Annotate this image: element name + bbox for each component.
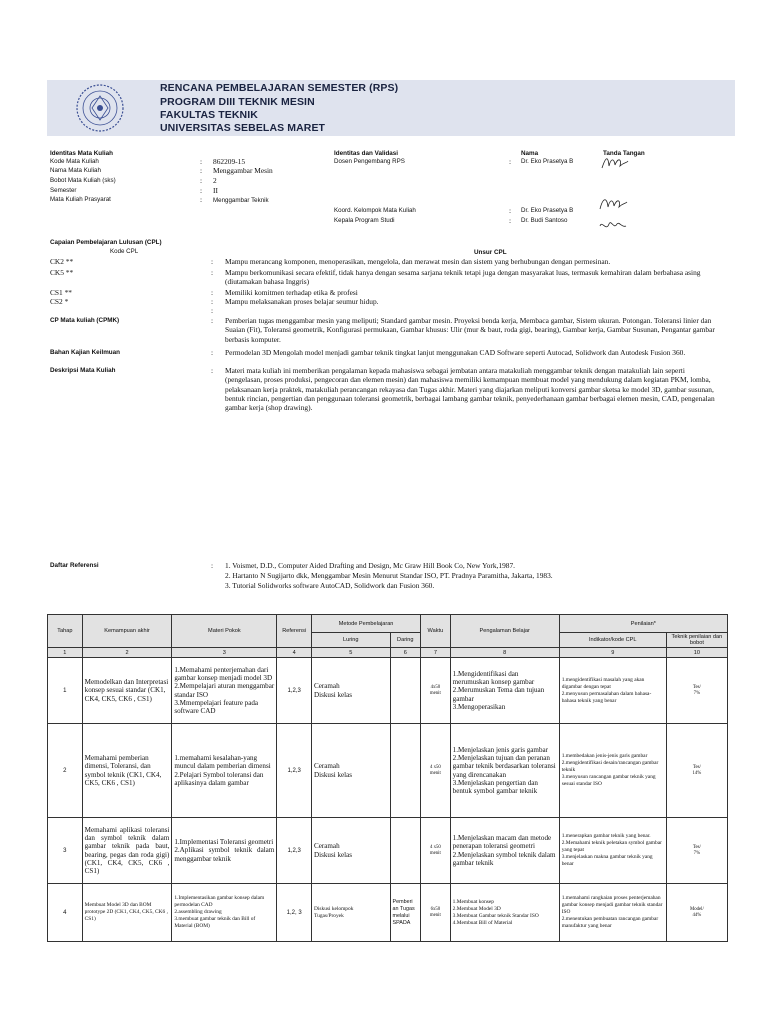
header-line-3: FAKULTAS TEKNIK xyxy=(160,109,258,121)
indikator-item: 1.membedakan jenis-jenis garis gambar xyxy=(561,753,648,759)
koord-kelompok-label: Koord. Kelompok Mata Kuliah xyxy=(334,207,416,214)
semester-value: II xyxy=(213,186,218,195)
referensi-cell: 1,2,3 xyxy=(277,724,312,818)
pengalaman-item: 1.Mengidentifikasi dan merumuskan konsep gambar xyxy=(452,669,535,687)
referensi-item: 3. Tutorial Solidworks software AutoCAD, Solidwork dan Fusion 360. xyxy=(225,581,435,590)
colon: : xyxy=(200,166,203,175)
rps-table xyxy=(47,614,728,942)
colon: : xyxy=(211,348,214,357)
column-number: 6 xyxy=(390,648,421,658)
column-number: 8 xyxy=(450,648,559,658)
nama-heading: Nama xyxy=(521,150,539,157)
kode-cpl-heading: Kode CPL xyxy=(110,248,139,255)
colon: : xyxy=(200,176,203,185)
column-number: 5 xyxy=(312,648,390,658)
header-teknik: Teknik penilaian dan bobot xyxy=(666,633,727,648)
header-waktu: Waktu xyxy=(421,615,451,648)
cpmk-label: CP Mata kuliah (CPMK) xyxy=(50,317,120,324)
cpl-text: Mampu merancang komponen, menoperasikan, mengelola, dan merawat mesin dan sistem yang berhubungan dengan permesinan. xyxy=(225,257,611,266)
deskripsi-label: Deskripsi Mata Kuliah xyxy=(50,367,116,374)
colon: : xyxy=(211,306,214,315)
kepala-prodi-name: Dr. Budi Santoso xyxy=(521,217,568,224)
materi-item: 2.Mempelajari aturan menggambar standar ISO xyxy=(174,682,275,699)
colon: : xyxy=(211,268,214,277)
indikator-cell xyxy=(559,884,666,942)
materi-item: 2.Pelajari Symbol toleransi dan aplikasinya dalam gambar xyxy=(174,770,264,787)
materi-item: 1.memahami kesalahan-yang muncul dalam pemberian dimensi xyxy=(174,754,271,771)
colon: : xyxy=(211,316,214,325)
colon: : xyxy=(200,157,203,166)
cpl-text: Mampu berkomunikasi secara efektif, tidak hanya dengan sesama sarjana teknik tetapi juga dengan masyarakat luas, termasuk kemahiran dalam berbahasa asing (diutamakan bahasa Inggris) xyxy=(225,268,701,287)
indikator-item: 3.menjelaskan makna gambar teknik yang benar xyxy=(561,854,653,867)
signature-icon xyxy=(598,216,628,234)
materi-item: 2.assembling drawing xyxy=(174,909,222,915)
cpmk-text: Pemberian tugas menggambar mesin yang meliputi; Standard gambar mesin. Proyeksi benda kerja, Membaca gambar, Sistem ukuran. Potongan. Toleransi linier dan Suaian (Fit), Toleransi geometrik, Konfigurasi permukaan, Gambar khusus: Ulir (mur & baut, roda gigi, bearing), Gambar kerja, Gambar Susunan, Pengantar gambar berbasis komputer. xyxy=(225,316,715,344)
header-daring: Daring xyxy=(390,633,421,648)
table-row xyxy=(48,884,728,942)
column-number: 2 xyxy=(82,648,172,658)
waktu-cell: 4 x50 menit xyxy=(421,818,451,884)
unsur-cpl-heading: Unsur CPL xyxy=(474,249,507,256)
bahan-kajian-text: Permodelan 3D Mengolah model menjadi gambar teknik tingkat lanjut menggunakan CAD Software seperti Autocad, Solidwork dan Autodesk Fusion 360. xyxy=(225,348,686,357)
daring-cell xyxy=(390,724,421,818)
pengalaman-cell xyxy=(450,818,559,884)
header-kemampuan: Kemampuan akhir xyxy=(82,615,172,648)
colon: : xyxy=(509,157,512,166)
referensi-item: 1. Voismet, D.D., Computer Aided Drafting and Design, Mc Graw Hill Book Co, New York,1987. xyxy=(225,561,515,570)
column-number: 7 xyxy=(421,648,451,658)
pengalaman-item: 1.Menjelaskan jenis garis gambar xyxy=(452,745,548,754)
validasi-heading: Identitas dan Validasi xyxy=(334,150,399,157)
colon: : xyxy=(200,195,203,204)
tahap-cell: 4 xyxy=(48,884,83,942)
indikator-item: 2.menyusun permasalahan dalam bahasa-bahasa teknik yang benar xyxy=(561,690,652,704)
kemampuan-cell: Memahami aplikasi toleransi dan symbol teknik dalam gambar teknik pada baut, bearing, pegas dan roda gigi) (CK1, CK4, CK5, CK6 , CS1) xyxy=(82,818,172,884)
materi-item: 1.Implementasikan gambar konsep dalam permodelan CAD xyxy=(174,895,265,908)
colon: : xyxy=(211,257,214,266)
referensi-item: 2. Hartanto N Sugijarto dkk, Menggambar Mesin Menurut Standar ISO, PT. Pradnya Paramitha, Jakarta, 1983. xyxy=(225,571,553,580)
tahap-cell: 1 xyxy=(48,658,83,724)
materi-cell xyxy=(172,884,277,942)
indikator-cell xyxy=(559,658,666,724)
referensi-label: Daftar Referensi xyxy=(50,562,99,569)
materi-item: 2.Aplikasi symbol teknik dalam menggambar teknik xyxy=(174,846,275,863)
kepala-prodi-label: Kepala Program Studi xyxy=(334,217,395,224)
deskripsi-text: Materi mata kuliah ini memberikan pengalaman kepada mahasiswa sebagai jembatan antara matakuliah menggambar teknik dengan matakuliah lain seperti (pengelasan, proses produksi, pengecoran dan elemen mesin) dan mahasiswa memiliki kemampuan membuat model yang mendukung dalam kegiatan PKM, lomba, pelaksanaan kerja praktek, matakuliah perancangan rekayasa dan Tugas akhir. Materi yang diajarkan meliputi konversi gambar sketsa ke model 3D, gambar susunan, bentuk rincian, pengertian dan penggunaan toleransi geometrik, berbagai lambang gambar teknik, penyederhanaan gambar berbagai elemen mesin, CAD, pengenalan gambar kerja (shop drawing). xyxy=(225,366,715,413)
kode-mk-value: 862209-15 xyxy=(213,157,246,166)
pengalaman-cell xyxy=(450,884,559,942)
teknik-cell: Model/ 44% xyxy=(666,884,727,942)
indikator-item: 1.mengidentifikasi masalah yang akan digambar dengan tepat xyxy=(561,676,645,690)
header-luring: Luring xyxy=(312,633,390,648)
luring-cell: Ceramah Diskusi kelas xyxy=(312,818,390,884)
indikator-item: 2.menentukan pembuatan rancangan gambar manufaktur yang benar xyxy=(561,916,659,929)
cpl-text: Mampu melaksanakan proses belajar seumur hidup. xyxy=(225,297,379,306)
cpl-code: CK5 ** xyxy=(50,268,74,277)
materi-cell xyxy=(172,724,277,818)
tanda-tangan-heading: Tanda Tangan xyxy=(603,150,645,157)
identitas-label-nama: Nama Mata Kuliah xyxy=(50,167,101,174)
cpl-heading: Capaian Pembelajaran Lulusan (CPL) xyxy=(50,239,162,246)
indikator-cell xyxy=(559,724,666,818)
column-number: 10 xyxy=(666,648,727,658)
identitas-label-kode: Kode Mata Kuliah xyxy=(50,158,99,165)
dosen-pengembang-name: Dr. Eko Prasetya B xyxy=(521,158,574,165)
indikator-item: 2.Memahami teknik peletakan symbol gambar yang tepat xyxy=(561,840,662,853)
luring-cell: Ceramah Diskusi kelas xyxy=(312,724,390,818)
colon: : xyxy=(211,561,214,570)
nama-mk-value: Menggambar Mesin xyxy=(213,166,273,175)
koord-kelompok-name: Dr. Eko Prasetya B xyxy=(521,207,574,214)
signature-icon xyxy=(600,154,630,172)
pengalaman-cell xyxy=(450,724,559,818)
indikator-item: 3.menyusun rancangan gambar teknik yang sesuai standar ISO xyxy=(561,774,656,787)
teknik-cell: Tes/ 7% xyxy=(666,658,727,724)
colon: : xyxy=(211,366,214,375)
header-tahap: Tahap xyxy=(48,615,83,648)
column-number: 9 xyxy=(559,648,666,658)
colon: : xyxy=(509,216,512,225)
materi-item: 1.Memahami penterjemahan dari gambar konsep menjadi model 3D xyxy=(174,665,273,683)
pengalaman-item: 2.Menjelaskan tujuan dan peranan gambar teknik berdasarkan toleransi yang direncanakan xyxy=(452,754,556,779)
materi-item: 3.Mmempelajari feature pada software CAD xyxy=(174,698,259,715)
header-referensi: Referensi xyxy=(277,615,312,648)
indikator-item: 1.menerapkan gambar teknik yang benar. xyxy=(561,833,651,839)
column-number: 4 xyxy=(277,648,312,658)
pengalaman-item: 2.Menjelaskan symbol teknik dalam gambar teknik xyxy=(452,850,556,867)
cpl-code: CS2 * xyxy=(50,297,69,306)
header-line-2: PROGRAM DIII TEKNIK MESIN xyxy=(160,96,315,108)
pengalaman-item: 3.Mengoperasikan xyxy=(452,702,506,711)
waktu-cell: 4x50 menit xyxy=(421,658,451,724)
tahap-cell: 2 xyxy=(48,724,83,818)
bobot-value: 2 xyxy=(213,176,217,185)
cpl-code: CK2 ** xyxy=(50,257,74,266)
header-indikator: Indikator/kode CPL xyxy=(559,633,666,648)
dosen-pengembang-label: Dosen Pengembang RPS xyxy=(334,158,405,165)
indikator-cell xyxy=(559,818,666,884)
pengalaman-item: 1.Membuat konsep xyxy=(452,898,494,905)
kemampuan-cell: Membuat Model 3D dan BOM prototype 2D (CK1, CK4, CK5, CK6 , CS1) xyxy=(82,884,172,942)
indikator-item: 1.memahami rangkaian proses penterjemahan gambar konsep menjadi gambar teknik standar ISO xyxy=(561,895,663,915)
colon: : xyxy=(200,186,203,195)
column-number-row xyxy=(48,648,728,658)
kemampuan-cell: Memodelkan dan Interpretasi konsep sesuai standar (CK1, CK4, CK5, CK6 , CS1) xyxy=(82,658,172,724)
colon: : xyxy=(211,288,214,297)
pengalaman-item: 1.Menjelaskan macam dan metode penerapan toleransi geometri xyxy=(452,834,552,851)
materi-item: 3.membuat gambar teknik dan Bill of Material (BOM) xyxy=(174,916,256,929)
identitas-label-bobot: Bobot Mata Kuliah (sks) xyxy=(50,177,116,184)
header-line-1: RENCANA PEMBELAJARAN SEMESTER (RPS) xyxy=(160,82,399,94)
waktu-cell: 6x50 menit xyxy=(421,884,451,942)
indikator-item: 2.mengidentifikasi desain/rancangan gambar teknik xyxy=(561,760,659,773)
referensi-cell: 1,2,3 xyxy=(277,658,312,724)
table-row xyxy=(48,818,728,884)
colon: : xyxy=(211,297,214,306)
materi-item: 1.Implementasi Toleransi geometri xyxy=(174,838,274,847)
header-pengalaman: Pengalaman Belajar xyxy=(450,615,559,648)
cpl-text: Memiliki komitmen terhadap etika & profesi xyxy=(225,288,358,297)
daring-cell xyxy=(390,658,421,724)
identitas-label-prasyarat: Mata Kuliah Prasyarat xyxy=(50,196,111,203)
column-number: 1 xyxy=(48,648,83,658)
pengalaman-item: 3.Membuat Gambar teknik Standar ISO xyxy=(452,912,539,919)
bahan-kajian-label: Bahan Kajian Keilmuan xyxy=(50,349,120,356)
header-line-4: UNIVERSITAS SEBELAS MARET xyxy=(160,122,326,134)
cpl-code: CS1 ** xyxy=(50,288,72,297)
pengalaman-item: 3.Menjelaskan pengertian dan bentuk symbol gambar teknik xyxy=(452,778,538,795)
prasyarat-value: Menggambar Teknik xyxy=(213,197,269,204)
header-metode: Metode Pembelajaran xyxy=(312,615,421,633)
waktu-cell: 4 x50 menit xyxy=(421,724,451,818)
header-penilaian: Penilaian* xyxy=(559,615,727,633)
luring-cell: Ceramah Diskusi kelas xyxy=(312,658,390,724)
teknik-cell: Tes/ 7% xyxy=(666,818,727,884)
signature-icon xyxy=(598,194,628,212)
table-row xyxy=(48,724,728,818)
materi-cell xyxy=(172,658,277,724)
header-materi: Materi Pokok xyxy=(172,615,277,648)
luring-cell: Diskusi kelompok Tugas/Proyek xyxy=(312,884,390,942)
column-number: 3 xyxy=(172,648,277,658)
daring-cell xyxy=(390,818,421,884)
teknik-cell: Tes/ 14% xyxy=(666,724,727,818)
referensi-cell: 1,2, 3 xyxy=(277,884,312,942)
university-logo-icon xyxy=(72,82,128,134)
materi-cell xyxy=(172,818,277,884)
pengalaman-item: 4.Membuat Bill of Material xyxy=(452,919,513,926)
daring-cell: Pemberi an Tugas melalui SPADA xyxy=(390,884,421,942)
table-row xyxy=(48,658,728,724)
referensi-cell: 1,2,3 xyxy=(277,818,312,884)
kemampuan-cell: Memahami pemberian dimensi, Toleransi, dan symbol teknik (CK1, CK4, CK5, CK6 , CS1) xyxy=(82,724,172,818)
tahap-cell: 3 xyxy=(48,818,83,884)
pengalaman-item: 2.Membuat Model 3D xyxy=(452,905,501,912)
pengalaman-item: 2.Merumuskan Tema dan tujuan gambar xyxy=(452,686,545,703)
identitas-heading: Identitas Mata Kuliah xyxy=(50,150,113,157)
pengalaman-cell xyxy=(450,658,559,724)
colon: : xyxy=(509,206,512,215)
identitas-label-semester: Semester xyxy=(50,187,77,194)
